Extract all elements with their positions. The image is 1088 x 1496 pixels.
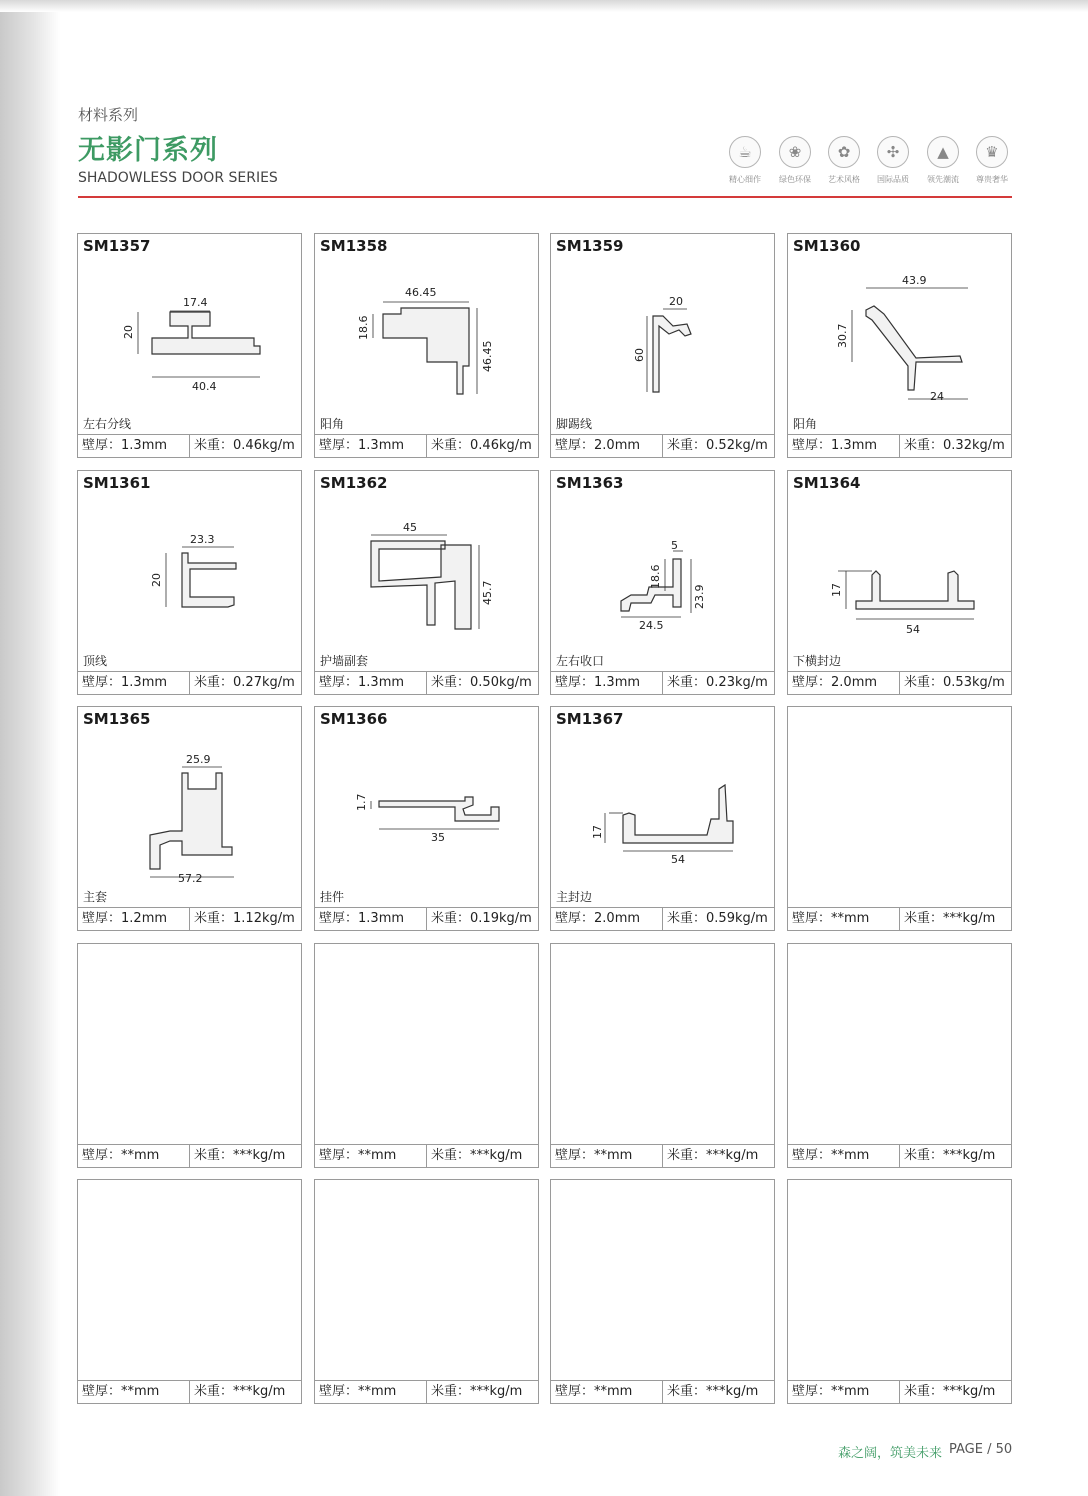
page-edge-shadow [0,0,60,1496]
product-name: 左右收口 [556,654,605,668]
wall-thickness: 壁厚：1.3mm [78,435,190,457]
wall-thickness: 壁厚：**mm [551,1381,663,1403]
product-code: SM1365 [83,710,151,728]
dimension-label: 43.9 [902,274,927,287]
product-card [314,706,539,931]
feature-icon-row [720,136,1016,188]
meter-weight: 米重：0.23kg/m [667,675,768,690]
product-code: SM1359 [556,237,624,255]
product-card [550,470,775,695]
wall-thickness: 壁厚：**mm [315,1145,427,1167]
product-card [787,233,1012,458]
meter-weight: 米重：0.32kg/m [904,438,1005,453]
wall-thickness: 壁厚：1.3mm [551,672,663,694]
spec-row [78,1144,301,1167]
product-code: SM1357 [83,237,151,255]
page-number: PAGE / 50 [949,1442,1013,1457]
product-card-empty [77,1179,302,1404]
product-card [787,470,1012,695]
meter-weight: 米重：1.12kg/m [194,911,295,926]
product-code: SM1362 [320,474,388,492]
tree-icon: ❀ [779,136,811,168]
profile-drawing [78,491,303,651]
dimension-label: 45 [403,521,417,534]
product-card-empty [77,943,302,1168]
meter-weight: 米重：***kg/m [667,1148,759,1163]
product-card-empty [787,706,1012,931]
product-card-empty [314,943,539,1168]
product-card [77,233,302,458]
wall-thickness: 壁厚：**mm [315,1381,427,1403]
dimension-label: 17 [830,583,843,597]
trophy-icon: ☕ [729,136,761,168]
feature-item [819,136,869,185]
product-name: 护墙副套 [320,654,369,668]
spec-row [551,1380,774,1403]
feature-item [967,136,1017,185]
dimension-label: 17 [591,825,604,839]
product-card-empty [314,1179,539,1404]
spec-row [788,434,1011,457]
dimension-label: 23.9 [693,584,706,609]
spec-row [315,1380,538,1403]
dimension-label: 54 [906,623,920,636]
dimension-label: 46.45 [481,340,494,372]
dimension-label: 57.2 [178,872,203,885]
dimension-label: 1.7 [355,793,368,811]
feature-label: 精心细作 [729,175,761,184]
spec-row [788,1144,1011,1167]
meter-weight: 米重：***kg/m [194,1384,286,1399]
product-card-empty [550,943,775,1168]
product-name: 左右分线 [83,417,132,431]
section-category: 材料系列 [78,106,139,124]
spec-row [551,671,774,694]
spec-row [315,434,538,457]
meter-weight: 米重：0.59kg/m [667,911,768,926]
product-card [314,470,539,695]
page-title: 无影门系列 [78,135,218,166]
meter-weight: 米重：0.19kg/m [431,911,532,926]
spec-row [788,907,1011,930]
wall-thickness: 壁厚：2.0mm [551,435,663,457]
dimension-label: 20 [669,295,683,308]
dimension-label: 60 [633,348,646,362]
header-divider [78,196,1012,198]
profile-drawing [551,254,776,414]
product-name: 主套 [83,890,108,904]
page-subtitle-en: SHADOWLESS DOOR SERIES [78,170,278,186]
wall-thickness: 壁厚：**mm [788,1381,900,1403]
product-card [77,470,302,695]
spec-row [78,434,301,457]
mountain-icon: ▲ [927,136,959,168]
leaf-icon: ✿ [828,136,860,168]
product-code: SM1367 [556,710,624,728]
product-card [550,706,775,931]
product-code: SM1361 [83,474,151,492]
spec-row [788,1380,1011,1403]
feature-label: 尊贵奢华 [976,175,1008,184]
product-card-empty [550,1179,775,1404]
spec-row [315,671,538,694]
product-card [77,706,302,931]
wall-thickness: 壁厚：**mm [78,1381,190,1403]
profile-drawing [788,254,1013,414]
dimension-label: 20 [150,573,163,587]
feature-label: 领先潮流 [927,175,959,184]
product-name: 顶线 [83,654,108,668]
product-name: 下横封边 [793,654,842,668]
spec-row [78,671,301,694]
dimension-label: 24.5 [639,619,664,632]
spec-row [315,907,538,930]
wall-thickness: 壁厚：1.3mm [78,672,190,694]
meter-weight: 米重：***kg/m [904,1148,996,1163]
product-card [314,233,539,458]
dimension-label: 54 [671,853,685,866]
wall-thickness: 壁厚：1.3mm [788,435,900,457]
meter-weight: 米重：0.50kg/m [431,675,532,690]
spec-row [551,1144,774,1167]
dimension-label: 25.9 [186,753,211,766]
profile-drawing [551,727,776,887]
profile-drawing [78,727,303,887]
dimension-label: 24 [930,390,944,403]
spec-row [551,434,774,457]
feature-label: 艺术风格 [828,175,860,184]
dimension-label: 18.6 [649,564,662,589]
dimension-label: 20 [122,325,135,339]
meter-weight: 米重：***kg/m [904,911,996,926]
profile-drawing [788,491,1013,651]
meter-weight: 米重：0.27kg/m [194,675,295,690]
meter-weight: 米重：***kg/m [194,1148,286,1163]
dimension-label: 18.6 [357,315,370,340]
meter-weight: 米重：0.53kg/m [904,675,1005,690]
product-card [550,233,775,458]
product-code: SM1366 [320,710,388,728]
product-card-empty [787,1179,1012,1404]
product-code: SM1364 [793,474,861,492]
spec-row [78,907,301,930]
product-code: SM1358 [320,237,388,255]
product-name: 阳角 [793,417,818,431]
feature-label: 国际品质 [877,175,909,184]
wall-thickness: 壁厚：1.3mm [315,435,427,457]
meter-weight: 米重：***kg/m [431,1384,523,1399]
spec-row [78,1380,301,1403]
spec-row [315,1144,538,1167]
spec-row [788,671,1011,694]
meter-weight: 米重：0.46kg/m [431,438,532,453]
dimension-label: 45.7 [481,580,494,605]
meter-weight: 米重：***kg/m [904,1384,996,1399]
crown-icon: ♛ [976,136,1008,168]
product-code: SM1363 [556,474,624,492]
profile-drawing [551,491,776,651]
product-name: 挂件 [320,890,345,904]
product-name: 阳角 [320,417,345,431]
product-card-empty [787,943,1012,1168]
wall-thickness: 壁厚：**mm [788,1145,900,1167]
dimension-label: 23.3 [190,533,215,546]
cross-ornament-icon: ✣ [877,136,909,168]
page-top-shadow [0,0,1088,12]
spec-row [551,907,774,930]
profile-drawing [315,727,540,887]
product-name: 主封边 [556,890,593,904]
dimension-label: 5 [671,539,678,552]
meter-weight: 米重：***kg/m [667,1384,759,1399]
wall-thickness: 壁厚：**mm [551,1145,663,1167]
meter-weight: 米重：0.52kg/m [667,438,768,453]
feature-item [720,136,770,185]
profile-drawing [315,254,540,414]
dimension-label: 35 [431,831,445,844]
profile-drawing [78,254,303,414]
dimension-label: 46.45 [405,286,437,299]
wall-thickness: 壁厚：**mm [788,908,900,930]
feature-label: 绿色环保 [779,175,811,184]
meter-weight: 米重：0.46kg/m [194,438,295,453]
product-name: 脚踢线 [556,417,593,431]
profile-drawing [315,491,540,651]
dimension-label: 17.4 [183,296,208,309]
dimension-label: 30.7 [836,323,849,348]
wall-thickness: 壁厚：2.0mm [788,672,900,694]
dimension-label: 40.4 [192,380,217,393]
meter-weight: 米重：***kg/m [431,1148,523,1163]
wall-thickness: 壁厚：2.0mm [551,908,663,930]
feature-item [868,136,918,185]
wall-thickness: 壁厚：1.3mm [315,672,427,694]
footer-slogan: 森之阔，筑美未来 [838,1446,943,1461]
wall-thickness: 壁厚：1.3mm [315,908,427,930]
wall-thickness: 壁厚：**mm [78,1145,190,1167]
feature-item [770,136,820,185]
feature-item [918,136,968,185]
wall-thickness: 壁厚：1.2mm [78,908,190,930]
product-code: SM1360 [793,237,861,255]
